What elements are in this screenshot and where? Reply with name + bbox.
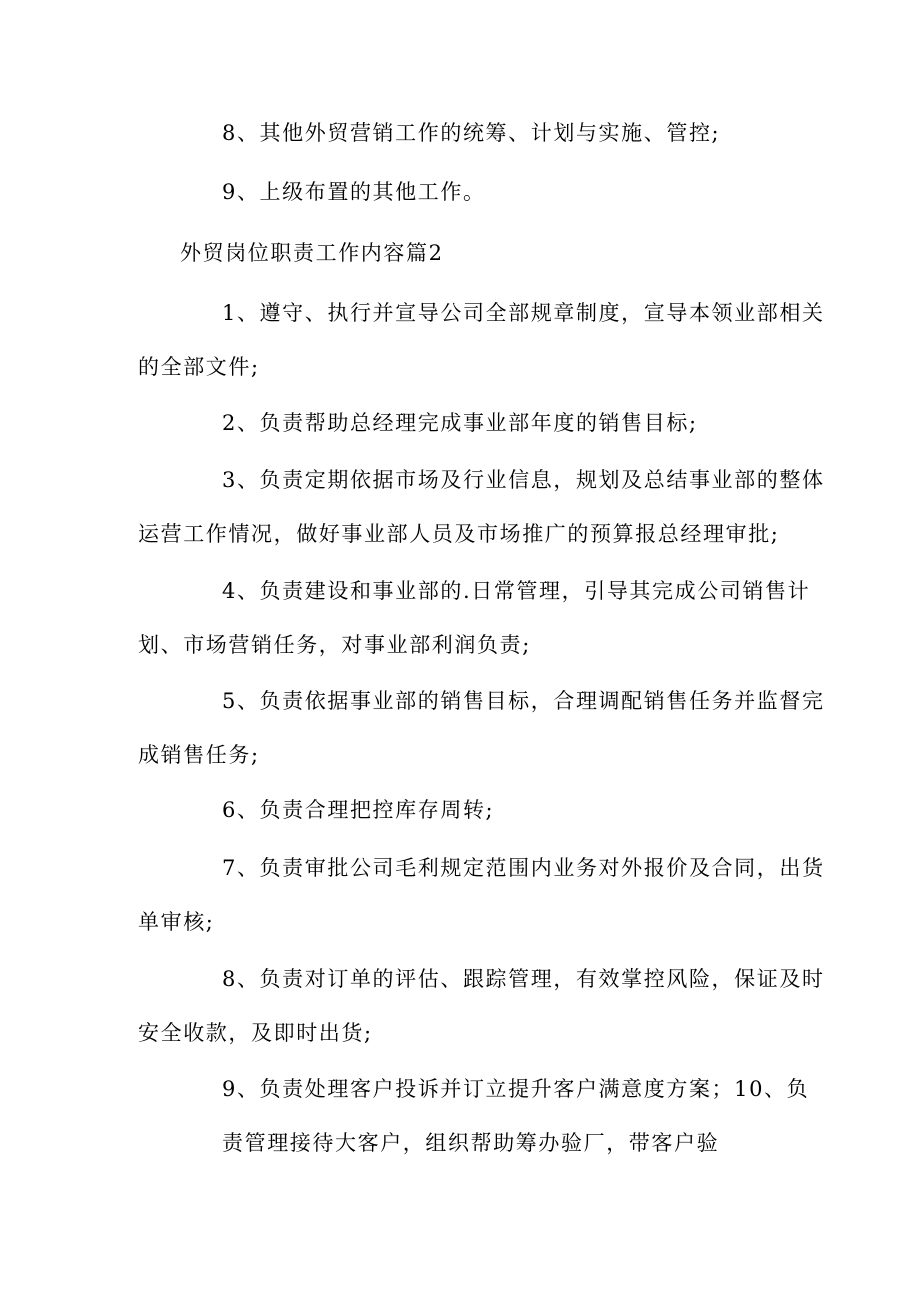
paragraph-9: 9、上级布置的其他工作。 <box>222 180 486 204</box>
item-9 <box>222 1076 809 1156</box>
item-1 <box>138 300 825 380</box>
item-7-line-1: 7、负责审批公司毛利规定范围内业务对外报价及合同，出货 <box>222 856 825 880</box>
item-1-line-1: 1、遵守、执行并宣导公司全部规章制度，宣导本领业部相关 <box>222 301 825 325</box>
paragraph-8: 8、其他外贸营销工作的统筹、计划与实施、管控; <box>222 121 721 145</box>
item-3-line-1: 3、负责定期依据市场及行业信息，规划及总结事业部的整体 <box>222 468 825 492</box>
item-7-line-2: 单审核; <box>138 910 215 934</box>
item-6: 6、负责合理把控库存周转; <box>222 798 495 822</box>
item-4 <box>138 578 810 658</box>
item-8-line-2: 安全收款，及即时出货; <box>138 1021 373 1045</box>
item-3 <box>138 467 825 547</box>
item-9-line-1: 9、负责处理客户投诉并订立提升客户满意度方案；10、负 <box>222 1077 810 1101</box>
item-4-line-1: 4、负责建设和事业部的.日常管理，引导其完成公司销售计 <box>222 579 811 603</box>
item-9-line-2: 责管理接待大客户，组织帮助筹办验厂，带客户验 <box>222 1131 720 1155</box>
item-5 <box>138 688 825 768</box>
item-3-line-2: 运营工作情况，做好事业部人员及市场推广的预算报总经理审批; <box>138 522 780 546</box>
item-8 <box>138 966 825 1046</box>
section-heading: 外贸岗位职责工作内容篇2 <box>180 241 444 265</box>
item-4-line-2: 划、市场营销任务，对事业部利润负责; <box>138 633 531 657</box>
item-5-line-2: 成销售任务; <box>138 743 260 767</box>
item-2: 2、负责帮助总经理完成事业部年度的销售目标; <box>222 411 698 435</box>
item-8-line-1: 8、负责对订单的评估、跟踪管理，有效掌控风险，保证及时 <box>222 967 825 991</box>
item-7 <box>138 855 825 935</box>
item-5-line-1: 5、负责依据事业部的销售目标，合理调配销售任务并监督完 <box>222 689 825 713</box>
item-1-line-2: 的全部文件; <box>138 355 260 379</box>
